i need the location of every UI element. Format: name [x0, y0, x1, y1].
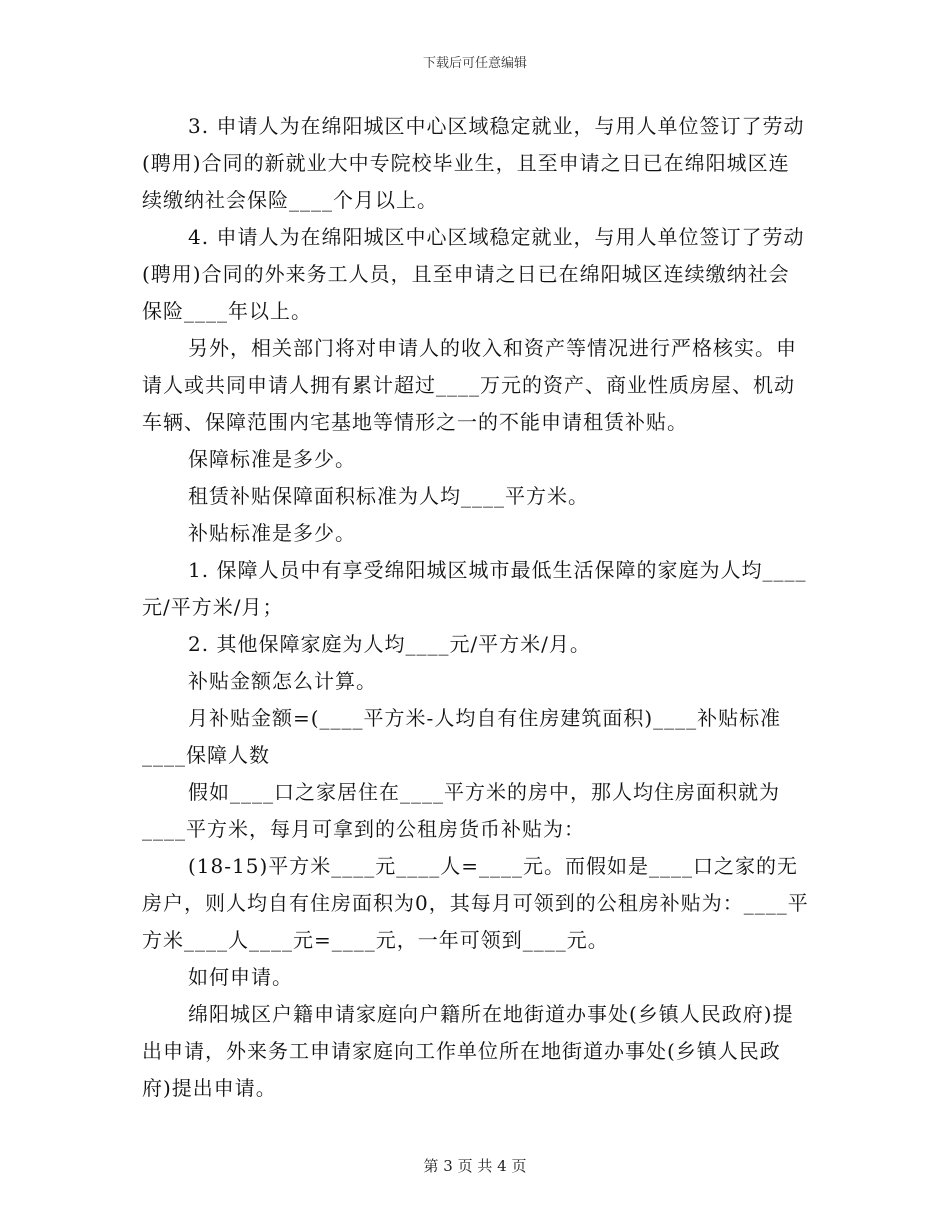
paragraph-application: 绵阳城区户籍申请家庭向户籍所在地街道办事处(乡镇人民政府)提出申请，外来务工申请家庭向工作单位所在地街道办事处(乡镇人民政府)提出申请。	[142, 1002, 794, 1100]
paragraph-example-1: 假如____口之家居住在____平方米的房中，那人均住房面积就为____平方米，每月可拿到的公租房货币补贴为：	[142, 780, 780, 841]
paragraph-subsidy-2: 2. 其他保障家庭为人均____元/平方米/月。	[188, 632, 591, 656]
heading-guarantee-standard: 保障标准是多少。	[188, 447, 356, 471]
paragraph-item-4: 4. 申请人为在绵阳城区中心区域稳定就业，与用人单位签订了劳动(聘用)合同的外来务工人员，且至申请之日已在绵阳城区连续缴纳社会保险____年以上。	[142, 225, 805, 323]
paragraph-asset-check: 另外，相关部门将对申请人的收入和资产等情况进行严格核实。申请人或共同申请人拥有累计超过____万元的资产、商业性质房屋、机动车辆、保障范围内宅基地等情形之一的不能申请租赁补贴。	[142, 336, 797, 434]
heading-how-to-apply: 如何申请。	[188, 965, 293, 989]
heading-subsidy-calculation: 补贴金额怎么计算。	[188, 669, 377, 693]
paragraph-formula: 月补贴金额=(____平方米-人均自有住房建筑面积)____补贴标准____保障人数	[142, 706, 782, 767]
document-body	[142, 108, 810, 1107]
paragraph-area-standard: 租赁补贴保障面积标准为人均____平方米。	[188, 484, 589, 508]
paragraph-subsidy-1: 1. 保障人员中有享受绵阳城区城市最低生活保障的家庭为人均____元/平方米/月；	[142, 558, 807, 619]
page-header: 下载后可任意编辑	[422, 56, 527, 71]
heading-subsidy-standard: 补贴标准是多少。	[188, 521, 356, 545]
paragraph-item-3: 3. 申请人为在绵阳城区中心区域稳定就业，与用人单位签订了劳动(聘用)合同的新就业大中专院校毕业生，且至申请之日已在绵阳城区连续缴纳社会保险____个月以上。	[142, 114, 805, 212]
page-footer: 第 3 页 共 4 页	[423, 1157, 527, 1175]
paragraph-example-2: (18-15)平方米____元____人=____元。而假如是____口之家的无房户，则人均自有住房面积为0，其每月可领到的公租房补贴为：____平方米____人____元=____元，一年可领到____元。	[142, 854, 809, 952]
